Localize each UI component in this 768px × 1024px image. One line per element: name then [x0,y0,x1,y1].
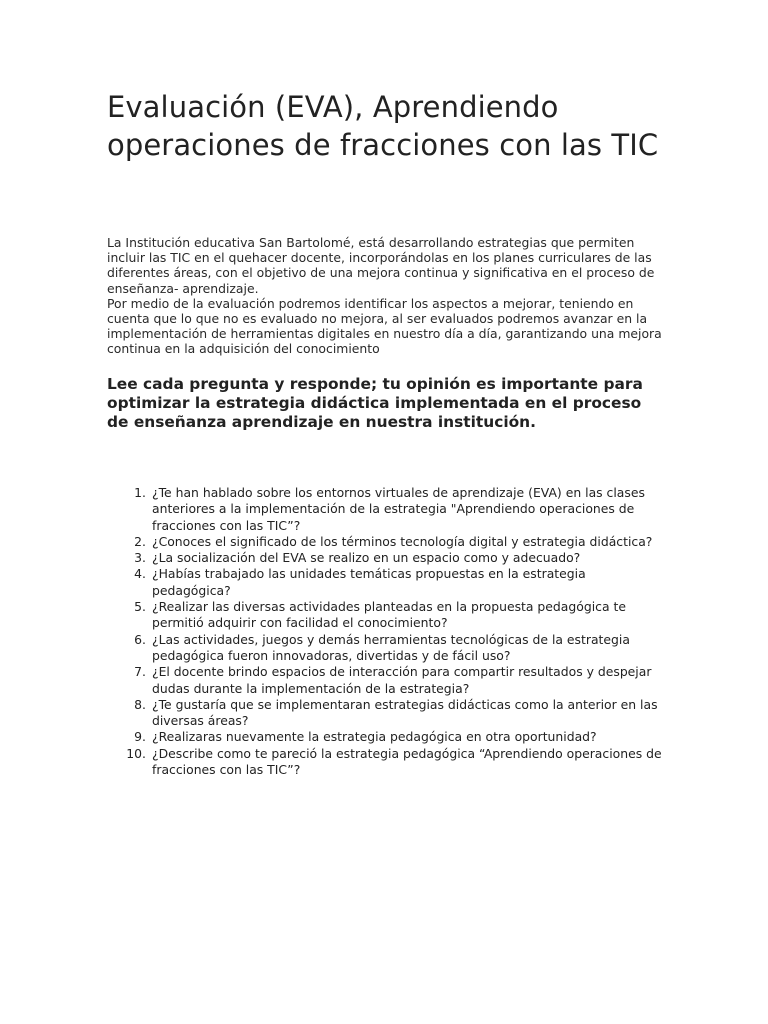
list-item [107,729,667,745]
question-text: ¿Las actividades, juegos y demás herramientas tecnológicas de la estrategia pedagógica fueron innovadoras, divertidas y de fácil uso? [152,631,630,663]
question-text: ¿Realizar las diversas actividades planteadas en la propuesta pedagógica te permitió adquirir con facilidad el conocimiento? [152,599,626,631]
list-item [107,485,667,534]
list-item [107,632,667,665]
question-text: ¿Te gustaría que se implementaran estrategias didácticas como la anterior en las diversas áreas? [152,696,658,729]
question-number: 2. [134,533,146,549]
question-text: ¿La socialización del EVA se realizo en un espacio como y adecuado? [152,550,581,566]
list-item [107,599,667,632]
list-item [107,664,667,697]
question-number: 9. [134,729,146,745]
question-number: 3. [134,550,146,566]
question-number: 1. [134,485,146,500]
list-item [107,550,667,566]
question-number: 7. [134,664,146,680]
question-text: ¿Habías trabajado las unidades temáticas propuestas en la estrategia pedagógica? [152,566,586,598]
question-number: 5. [134,599,146,615]
question-text: ¿Conoces el significado de los términos tecnología digital y estrategia didáctica? [152,533,653,549]
instruction-text: Lee cada pregunta y responde; tu opinión es importante para optimizar la estrategia didáctica implementada en el proceso de enseñanza aprendizaje en nuestra institución. [107,375,643,431]
document-title: Evaluación (EVA), Aprendiendo operaciones de fracciones con las TIC [107,90,659,162]
list-item [107,566,667,599]
intro-section [107,235,667,357]
question-number: 4. [134,566,146,582]
question-list [107,485,667,778]
question-text: ¿Describe como te pareció la estrategia pedagógica “Aprendiendo operaciones de fracciones con las TIC”? [152,745,662,778]
question-number: 8. [134,696,146,712]
list-item [107,697,667,730]
question-number: 10. [126,745,146,761]
question-number: 6. [134,631,146,647]
question-text: ¿El docente brindo espacios de interacción para compartir resultados y despejar dudas durante la implementación de la estrategia? [152,664,652,696]
question-text: ¿Realizaras nuevamente la estrategia pedagógica en otra oportunidad? [152,729,597,745]
question-text: ¿Te han hablado sobre los entornos virtuales de aprendizaje (EVA) en las clases anteriores a la implementación de la estrategia "Aprendiendo operaciones de fracciones con las TIC”? [152,485,645,533]
list-item [107,534,667,550]
intro-paragraph: La Institución educativa San Bartolomé, está desarrollando estrategias que permiten incluir las TIC en el quehacer docente, incorporándolas en los planes curriculares de las diferentes áreas, con el objetivo de una mejora continua y significativa en el proceso de enseñanza- aprendizaje. [107,235,655,296]
list-item [107,746,667,779]
intro-paragraph: Por medio de la evaluación podremos identificar los aspectos a mejorar, teniendo en cuenta que lo que no es evaluado no mejora, al ser evaluados podremos avanzar en la implementación de herramientas digitales en nuestro día a día, garantizando una mejora continua en la adquisición del conocimiento [107,295,662,357]
